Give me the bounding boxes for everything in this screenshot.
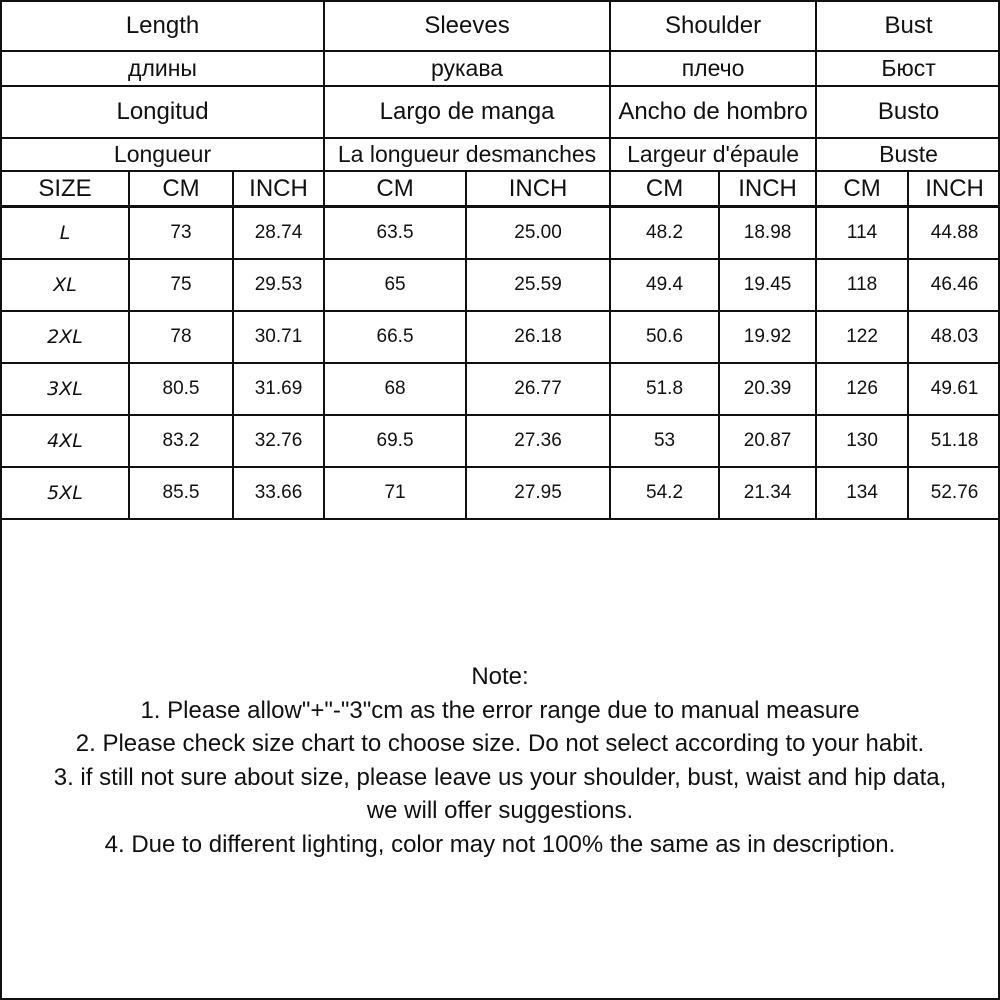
- note-line: 1. Please allow"+"-"3"cm as the error range due to manual measure: [140, 696, 860, 724]
- unit-column-header: INCH: [233, 171, 324, 207]
- value-cell: 68: [324, 363, 466, 415]
- value-cell: 21.34: [719, 467, 816, 519]
- table-row: [1, 259, 1000, 311]
- value-cell: 20.87: [719, 415, 816, 467]
- value-cell: 27.36: [466, 415, 610, 467]
- unit-column-header: CM: [324, 171, 466, 207]
- header-shoulder-fr: Largeur d'épaule: [610, 138, 816, 171]
- value-cell: 83.2: [129, 415, 233, 467]
- value-cell: 28.74: [233, 207, 324, 260]
- size-column-header: SIZE: [1, 171, 129, 207]
- value-cell: 46.46: [908, 259, 1000, 311]
- header-row-russian: [1, 51, 1000, 86]
- unit-column-header: INCH: [908, 171, 1000, 207]
- value-cell: 75: [129, 259, 233, 311]
- unit-column-header: CM: [129, 171, 233, 207]
- value-cell: 31.69: [233, 363, 324, 415]
- value-cell: 50.6: [610, 311, 719, 363]
- value-cell: 65: [324, 259, 466, 311]
- value-cell: 25.00: [466, 207, 610, 260]
- table-row: [1, 467, 1000, 519]
- value-cell: 126: [816, 363, 908, 415]
- size-cell: 3XL: [1, 363, 129, 415]
- value-cell: 80.5: [129, 363, 233, 415]
- value-cell: 69.5: [324, 415, 466, 467]
- header-bust: Bust: [816, 1, 1000, 51]
- header-row-english: [1, 1, 1000, 51]
- table-row: [1, 311, 1000, 363]
- value-cell: 19.45: [719, 259, 816, 311]
- value-cell: 44.88: [908, 207, 1000, 260]
- unit-column-header: INCH: [466, 171, 610, 207]
- header-shoulder: Shoulder: [610, 1, 816, 51]
- value-cell: 26.77: [466, 363, 610, 415]
- value-cell: 51.18: [908, 415, 1000, 467]
- header-length-fr: Longueur: [1, 138, 324, 171]
- note-line: we will offer suggestions.: [366, 797, 634, 824]
- header-length: Length: [1, 1, 324, 51]
- size-cell: 4XL: [1, 415, 129, 467]
- value-cell: 19.92: [719, 311, 816, 363]
- value-cell: 25.59: [466, 259, 610, 311]
- value-cell: 48.2: [610, 207, 719, 260]
- header-length-ru: длины: [1, 51, 324, 86]
- unit-column-header: INCH: [719, 171, 816, 207]
- value-cell: 114: [816, 207, 908, 260]
- header-row-french: [1, 138, 1000, 171]
- value-cell: 73: [129, 207, 233, 260]
- header-bust-fr: Buste: [816, 138, 1000, 171]
- value-cell: 71: [324, 467, 466, 519]
- value-cell: 85.5: [129, 467, 233, 519]
- unit-column-header: CM: [816, 171, 908, 207]
- note-title: Note:: [471, 663, 529, 690]
- table-row: [1, 363, 1000, 415]
- value-cell: 51.8: [610, 363, 719, 415]
- value-cell: 18.98: [719, 207, 816, 260]
- header-sleeves-es: Largo de manga: [324, 86, 610, 138]
- header-sleeves-ru: рукава: [324, 51, 610, 86]
- size-cell: 2XL: [1, 311, 129, 363]
- notes-section: [0, 660, 1000, 861]
- value-cell: 53: [610, 415, 719, 467]
- value-cell: 118: [816, 259, 908, 311]
- value-cell: 63.5: [324, 207, 466, 260]
- size-cell: XL: [1, 259, 129, 311]
- value-cell: 66.5: [324, 311, 466, 363]
- header-length-es: Longitud: [1, 86, 324, 138]
- note-line: 2. Please check size chart to choose size. Do not select according to your habit.: [75, 730, 925, 757]
- value-cell: 49.4: [610, 259, 719, 311]
- value-cell: 32.76: [233, 415, 324, 467]
- value-cell: 29.53: [233, 259, 324, 311]
- value-cell: 54.2: [610, 467, 719, 519]
- table-row: [1, 415, 1000, 467]
- value-cell: 134: [816, 467, 908, 519]
- value-cell: 33.66: [233, 467, 324, 519]
- unit-column-header: CM: [610, 171, 719, 207]
- value-cell: 26.18: [466, 311, 610, 363]
- header-sleeves-fr: La longueur desmanches: [324, 138, 610, 171]
- header-shoulder-ru: плечо: [610, 51, 816, 86]
- size-cell: 5XL: [1, 467, 129, 519]
- value-cell: 27.95: [466, 467, 610, 519]
- value-cell: 122: [816, 311, 908, 363]
- note-line: 3. if still not sure about size, please leave us your shoulder, bust, waist and hip data,: [53, 763, 947, 791]
- header-row-spanish: [1, 86, 1000, 138]
- value-cell: 78: [129, 311, 233, 363]
- value-cell: 130: [816, 415, 908, 467]
- size-cell: L: [1, 207, 129, 260]
- note-line: 4. Due to different lighting, color may not 100% the same as in description.: [104, 830, 896, 858]
- header-sleeves: Sleeves: [324, 1, 610, 51]
- unit-header-row: [1, 171, 1000, 207]
- value-cell: 30.71: [233, 311, 324, 363]
- value-cell: 52.76: [908, 467, 1000, 519]
- header-shoulder-es: Ancho de hombro: [610, 86, 816, 138]
- value-cell: 20.39: [719, 363, 816, 415]
- header-bust-ru: Бюст: [816, 51, 1000, 86]
- value-cell: 49.61: [908, 363, 1000, 415]
- table-row: [1, 207, 1000, 260]
- header-bust-es: Busto: [816, 86, 1000, 138]
- value-cell: 48.03: [908, 311, 1000, 363]
